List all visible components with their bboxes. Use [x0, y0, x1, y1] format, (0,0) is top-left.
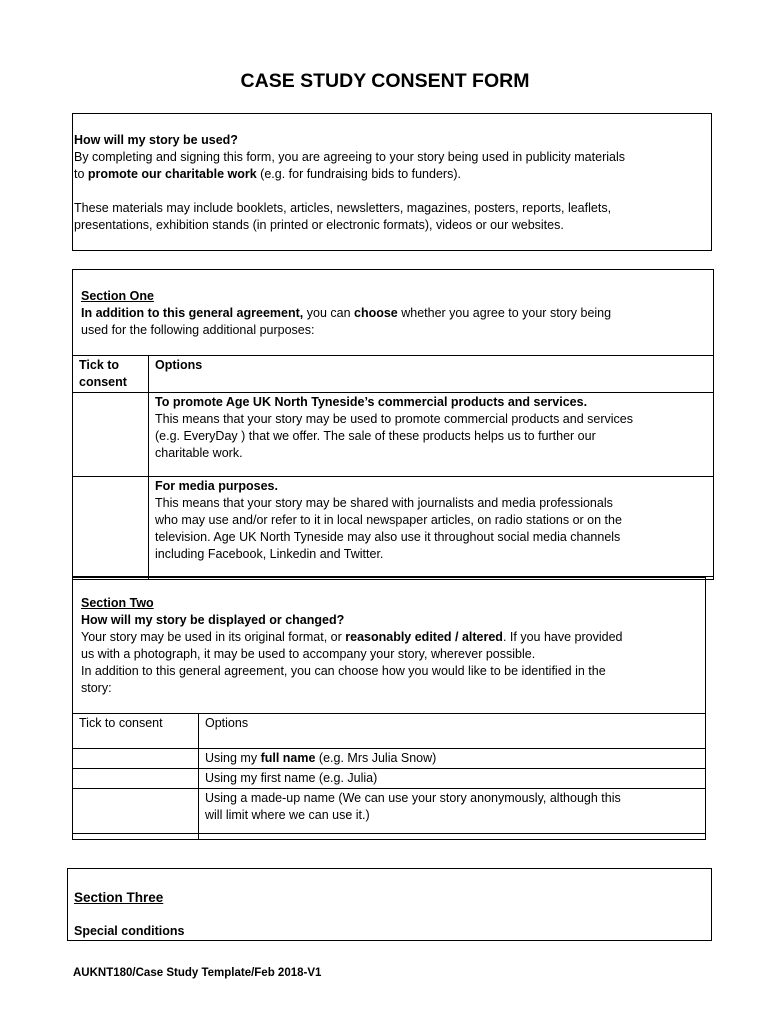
tick-cell-media[interactable]	[73, 477, 149, 580]
form-title: CASE STUDY CONSENT FORM	[240, 70, 530, 92]
section-two-table	[72, 713, 706, 840]
tick-header-2: Tick to consent	[73, 714, 199, 749]
option-commercial: To promote Age UK North Tyneside’s commercial products and services. This means that your story may be used to promote commercial products and services (e.g. EveryDay ) that we offer. The sale of these products helps us to further our charitable work.	[149, 393, 714, 477]
option-first-name: Using my first name (e.g. Julia)	[199, 769, 706, 789]
section-two-box	[72, 577, 706, 834]
section-two-subheading: How will my story be displayed or changed?	[81, 613, 345, 627]
intro-heading: How will my story be used?	[74, 133, 238, 147]
section-three-box	[67, 868, 712, 941]
section-three-heading: Section Three	[74, 890, 164, 905]
section-one-intro-line2: used for the following additional purposes:	[81, 323, 315, 337]
intro-p1-line2: to promote our charitable work (e.g. for fundraising bids to funders).	[74, 167, 461, 181]
intro-p2-line1: These materials may include booklets, articles, newsletters, magazines, posters, reports, leaflets,	[74, 201, 612, 215]
section-two-line4: story:	[81, 681, 112, 695]
option-media: For media purposes. This means that your story may be shared with journalists and media professionals who may use and/or refer to it in local newspaper articles, on radio stations or on the television. Age UK North Tyneside may also use it throughout social media channels including Facebook, Linkedin and Twitter.	[149, 477, 714, 580]
footer-reference: AUKNT180/Case Study Template/Feb 2018-V1	[73, 967, 322, 979]
tick-header: Tick to consent	[73, 356, 149, 393]
tick-cell-full-name[interactable]	[73, 749, 199, 769]
tick-cell-commercial[interactable]	[73, 393, 149, 477]
section-two-line3: In addition to this general agreement, you can choose how you would like to be identified in the	[81, 664, 606, 678]
option-full-name: Using my full name (e.g. Mrs Julia Snow)	[199, 749, 706, 769]
tick-cell-made-up-name[interactable]	[73, 789, 199, 840]
section-one-heading: Section One	[81, 289, 154, 303]
section-two-line2: us with a photograph, it may be used to accompany your story, wherever possible.	[81, 647, 536, 661]
tick-cell-first-name[interactable]	[73, 769, 199, 789]
section-one-intro: In addition to this general agreement, you can choose whether you agree to your story being	[81, 306, 612, 320]
section-one-box	[72, 269, 714, 577]
intro-p1-line1: By completing and signing this form, you are agreeing to your story being used in publicity materials	[74, 150, 625, 164]
section-two-heading: Section Two	[81, 596, 154, 610]
options-header-2: Options	[199, 714, 706, 749]
section-three-subheading: Special conditions	[74, 924, 185, 938]
intro-p2-line2: presentations, exhibition stands (in printed or electronic formats), videos or our websites.	[74, 218, 564, 232]
intro-box	[72, 113, 712, 251]
section-one-table	[72, 355, 714, 580]
options-header: Options	[149, 356, 714, 393]
option-made-up-name: Using a made-up name (We can use your story anonymously, although this will limit where we can use it.)	[199, 789, 706, 840]
section-two-line1: Your story may be used in its original format, or reasonably edited / altered. If you have provided	[81, 630, 623, 644]
